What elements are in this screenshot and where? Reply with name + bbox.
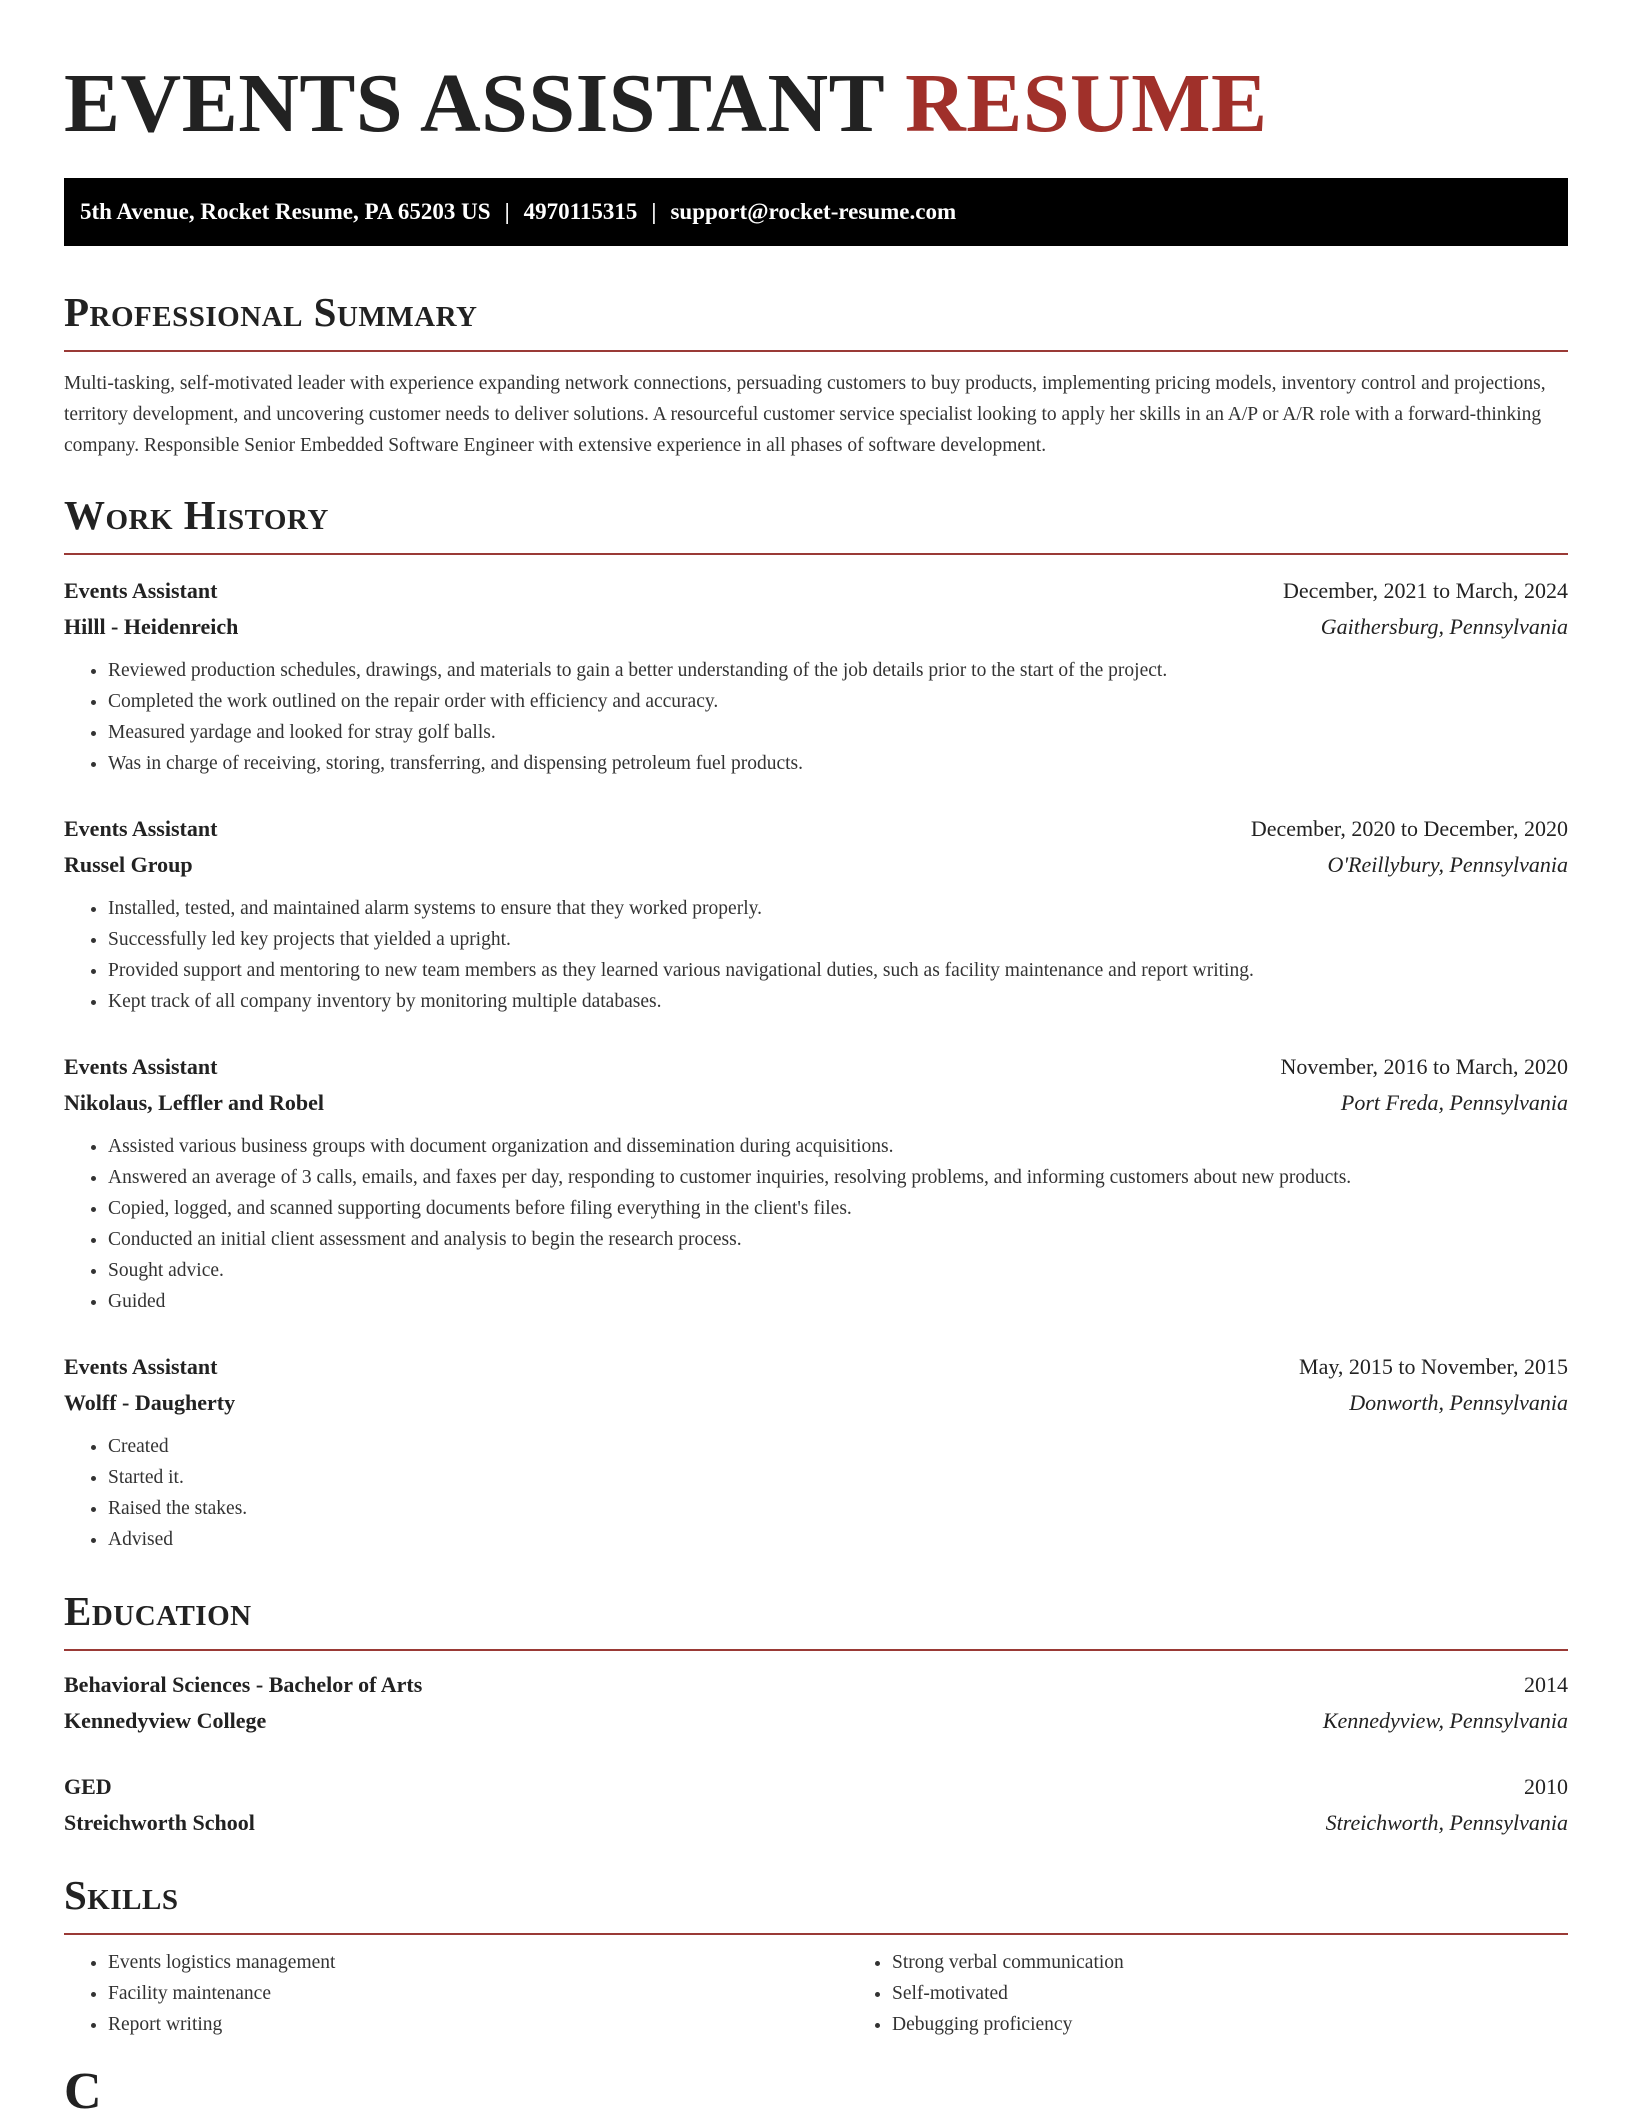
- work-history-heading: Work History: [64, 489, 1568, 555]
- job-bullet: • Created: [108, 1431, 1568, 1462]
- job-bullet: • Completed the work outlined on the repair order with efficiency and accuracy.: [108, 686, 1568, 717]
- job-bullets: [64, 1131, 1568, 1317]
- contact-bar: [64, 178, 1568, 246]
- education-location: Kennedyview, Pennsylvania: [1322, 1708, 1568, 1733]
- job-bullet: • Copied, logged, and scanned supporting documents before filing everything in the client's files.: [108, 1193, 1568, 1224]
- education-location: Streichworth, Pennsylvania: [1325, 1810, 1568, 1835]
- job-bullet: • Successfully led key projects that yielded a upright.: [108, 924, 1568, 955]
- title-main: EVENTS ASSISTANT: [64, 57, 884, 150]
- job-bullet: • Was in charge of receiving, storing, transferring, and dispensing petroleum fuel products.: [108, 748, 1568, 779]
- job-role: Events Assistant: [64, 578, 218, 603]
- education-entry: [64, 1769, 1568, 1841]
- education-degree: GED: [64, 1774, 112, 1799]
- job-company: Wolff - Daugherty: [64, 1390, 236, 1415]
- contact-separator: |: [651, 199, 657, 224]
- summary-text: Multi-tasking, self-motivated leader with experience expanding network connections, persuading customers to buy products, implementing pricing models, inventory control and projections, territory development, and uncovering customer needs to deliver solutions. A resourceful customer service specialist looking to apply her skills in an A/P or A/R role with a forward-thinking company. Responsible Senior Embedded Software Engineer with extensive experience in all phases of software development.: [64, 373, 1546, 456]
- contact-email[interactable]: support@rocket-resume.com: [670, 199, 957, 224]
- skills-list-right: [848, 1947, 1632, 2040]
- job-bullet: • Conducted an initial client assessment and analysis to begin the research process.: [108, 1224, 1568, 1255]
- job-location: Donworth, Pennsylvania: [1349, 1390, 1568, 1415]
- job-bullet: • Kept track of all company inventory by monitoring multiple databases.: [108, 986, 1568, 1017]
- job-role: Events Assistant: [64, 1354, 218, 1379]
- job-entry: [64, 1349, 1568, 1555]
- skill-item: • Report writing: [108, 2009, 848, 2040]
- job-bullet: • Answered an average of 3 calls, emails, and faxes per day, responding to customer inquiries, resolving problems, and informing customers about new products.: [108, 1162, 1568, 1193]
- job-role: Events Assistant: [64, 1054, 218, 1079]
- contact-phone: 4970115315: [523, 199, 638, 224]
- job-bullet: • Assisted various business groups with document organization and dissemination during acquisitions.: [108, 1131, 1568, 1162]
- job-bullet: • Raised the stakes.: [108, 1493, 1568, 1524]
- job-bullet: • Installed, tested, and maintained alarm systems to ensure that they worked properly.: [108, 893, 1568, 924]
- contact-separator: |: [504, 199, 510, 224]
- next-section-heading-partial: C: [64, 2063, 102, 2120]
- education-school: Kennedyview College: [64, 1708, 267, 1733]
- summary-heading: Professional Summary: [64, 286, 1568, 352]
- job-company: Nikolaus, Leffler and Robel: [64, 1090, 324, 1115]
- job-bullet: • Reviewed production schedules, drawings, and materials to gain a better understanding of the job details prior to the start of the project.: [108, 655, 1568, 686]
- skill-item: • Self-motivated: [892, 1978, 1632, 2009]
- education-entry: [64, 1667, 1568, 1739]
- job-bullet: • Advised: [108, 1524, 1568, 1555]
- resume-title: [64, 0, 1568, 152]
- skills-heading: Skills: [64, 1869, 1568, 1935]
- job-dates: December, 2020 to December, 2020: [1250, 816, 1568, 841]
- job-bullets: [64, 1431, 1568, 1555]
- skill-item: • Strong verbal communication: [892, 1947, 1632, 1978]
- skill-item: • Debugging proficiency: [892, 2009, 1632, 2040]
- contact-address: 5th Avenue, Rocket Resume, PA 65203 US: [80, 199, 491, 224]
- job-dates: December, 2021 to March, 2024: [1282, 578, 1568, 603]
- job-entry: [64, 811, 1568, 1017]
- job-bullet: • Started it.: [108, 1462, 1568, 1493]
- skill-item: • Facility maintenance: [108, 1978, 848, 2009]
- skills-list-left: [64, 1947, 848, 2040]
- job-entry: [64, 1049, 1568, 1317]
- resume-page: [64, 0, 1568, 2120]
- job-entry: [64, 573, 1568, 779]
- education-school: Streichworth School: [64, 1810, 255, 1835]
- job-location: Port Freda, Pennsylvania: [1340, 1090, 1568, 1115]
- job-bullet: • Guided: [108, 1286, 1568, 1317]
- job-company: Hilll - Heidenreich: [64, 614, 239, 639]
- job-location: Gaithersburg, Pennsylvania: [1320, 614, 1568, 639]
- job-bullets: [64, 655, 1568, 779]
- job-company: Russel Group: [64, 852, 193, 877]
- skills-grid: [64, 1947, 1568, 2040]
- job-bullet: • Sought advice.: [108, 1255, 1568, 1286]
- title-accent: RESUME: [905, 57, 1268, 150]
- education-degree: Behavioral Sciences - Bachelor of Arts: [64, 1672, 423, 1697]
- job-bullets: [64, 893, 1568, 1017]
- job-dates: May, 2015 to November, 2015: [1299, 1354, 1568, 1379]
- education-year: 2010: [1524, 1774, 1568, 1799]
- skill-item: • Events logistics management: [108, 1947, 848, 1978]
- job-role: Events Assistant: [64, 816, 218, 841]
- education-heading: Education: [64, 1585, 1568, 1651]
- job-bullet: • Provided support and mentoring to new team members as they learned various navigational duties, such as facility maintenance and report writing.: [108, 955, 1568, 986]
- job-location: O'Reillybury, Pennsylvania: [1327, 852, 1568, 877]
- job-dates: November, 2016 to March, 2020: [1280, 1054, 1568, 1079]
- education-year: 2014: [1524, 1672, 1568, 1697]
- job-bullet: • Measured yardage and looked for stray golf balls.: [108, 717, 1568, 748]
